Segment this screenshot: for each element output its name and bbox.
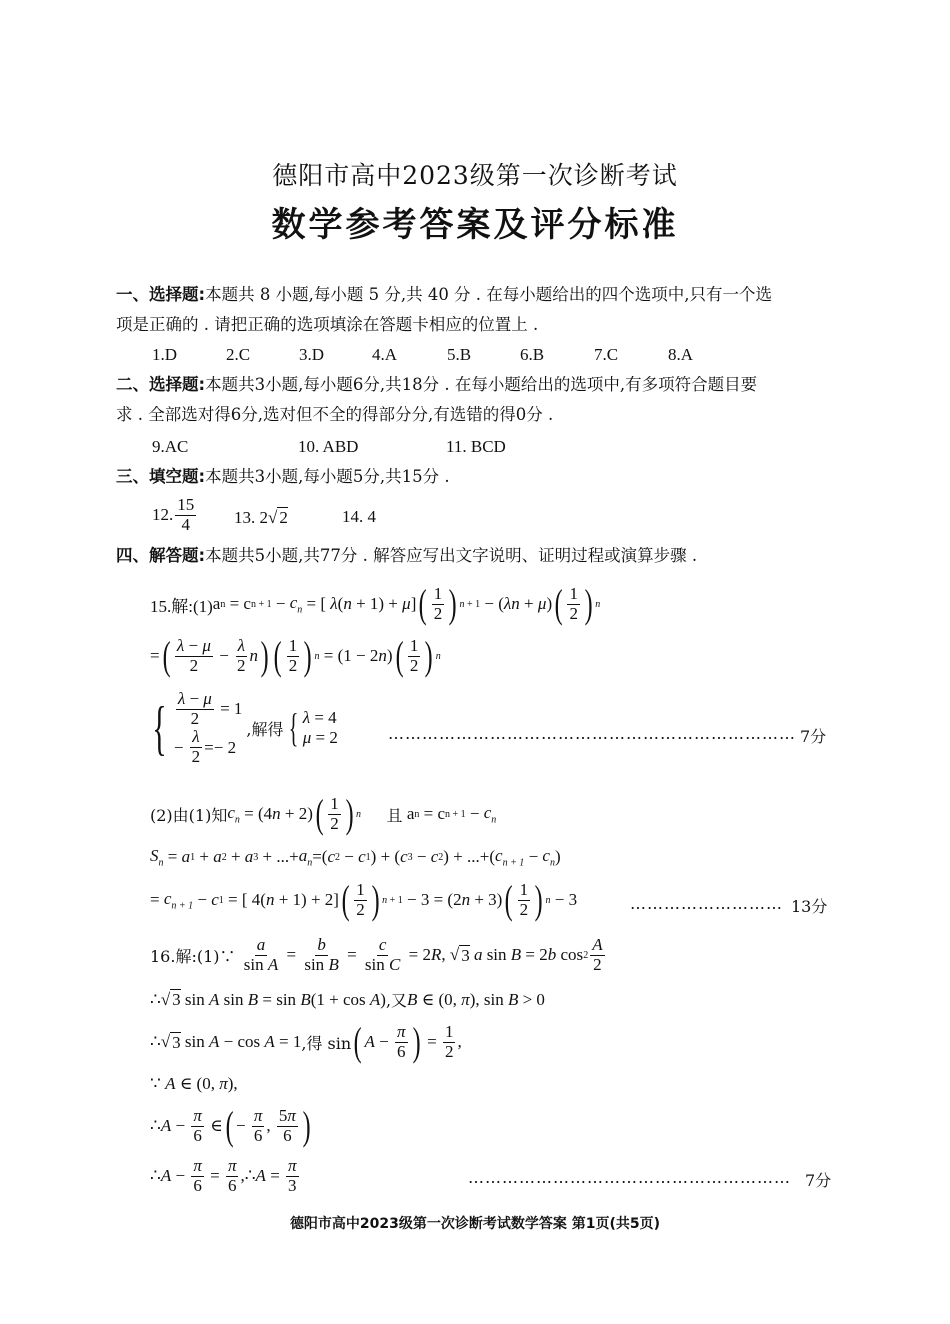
answer-12-denominator: 4: [181, 514, 190, 534]
q16-line5: ∴ A − $\frac{\pi}{6}$ ∈ ( − $\frac{\pi}{6}$ , $\frac{5\pi}{6}$ ): [150, 1103, 311, 1148]
q15-score1: 7分: [800, 727, 827, 746]
q15-solve-word: ,解得: [246, 719, 284, 739]
section1-text: 本题共 8 小题,每小题 5 分,共 40 分 . 在每小题给出的四个选项中,只有一个选: [205, 285, 773, 304]
answer-key-title: 数学参考答案及评分标准: [271, 205, 679, 245]
section3-heading: 三、填空题:: [116, 467, 206, 486]
answer-14: 14. 4: [342, 507, 376, 526]
q16-line1: 16.解:(1)∵ $\frac{a}{\text{sin A}}$ = $\frac{b}{\text{sin B}}$ = $\frac{c}{\text{sin C}}$ = 2 R , √ 3 a sin B = 2 b cos 2 $\frac{A}{2}$: [150, 935, 603, 974]
q15-part2-prefix: (2)由(1)知: [150, 805, 228, 825]
q15-dots1: ………………………………………………………………: [388, 724, 796, 743]
q15-part2-line3: = $c_{n + 1}$ − c 1 = [ 4( n + 1) + 2] ( $\frac{1}{2}$ ) n + 1 − 3 = (2 n + 3) ( $\frac{1}{2}$ ) n − 3: [150, 877, 578, 922]
answer-11: 11. BCD: [446, 437, 506, 456]
q16-score1: 7分: [805, 1171, 832, 1190]
q16-line6: ∴ A − $\frac{\pi}{6}$ = $\frac{\pi}{6}$ ,∴ A = $\frac{\pi}{3}$: [150, 1156, 297, 1195]
q16-line4: ∵ A ∈ (0, π ),: [150, 1074, 238, 1093]
answer-13-label: 13. 2: [234, 507, 268, 527]
section1-line1: [116, 287, 772, 304]
answer-2: 2.C: [226, 345, 251, 364]
section1-line2: 项是正确的 . 请把正确的选项填涂在答题卡相应的位置上 .: [116, 315, 539, 334]
answer-9: 9.AC: [152, 437, 189, 456]
q16-and-word: ,又: [385, 991, 408, 1010]
q15-and-word: 且: [386, 805, 403, 825]
q16-get-word: ,得 sin: [301, 1033, 352, 1053]
section2-line2: 求 . 全部选对得6分,选对但不全的得部分分,有选错的得0分 .: [116, 405, 554, 424]
answer-12-label: 12.: [152, 505, 174, 525]
q15-score2: 13分: [791, 897, 828, 916]
answer-4: 4.A: [372, 345, 398, 364]
q15-system: { $\frac{\lambda - \mu}{2}$ = 1 − $\frac{\lambda}{2}$ =− 2 ,解得 { λ = 4 μ = 2: [152, 689, 338, 767]
section2-line1: [116, 377, 757, 394]
section2-heading: 二、选择题:: [116, 375, 206, 394]
q15-part2-line2: $S_n$ = a 1 + a 2 + a 3 + ...+ $a_n$ =( c 2 − c 1 ) + ( c 3 − c 2 ) + ...+( $c_{n + 1}$ − $c_n$ ): [150, 846, 561, 869]
section4-line1: [116, 548, 697, 565]
answer-12-numerator: 15: [177, 495, 195, 514]
q15-label: 15.解:(1): [150, 596, 213, 616]
answer-5: 5.B: [447, 345, 472, 364]
section4-heading: 四、解答题:: [116, 546, 206, 565]
exam-title: 德阳市高中2023级第一次诊断考试: [272, 161, 678, 190]
answer-8: 8.A: [668, 345, 694, 364]
q15-dots2: ………………………: [630, 894, 783, 913]
section3-line1: [116, 469, 450, 486]
answer-7: 7.C: [594, 345, 619, 364]
page-footer: 德阳市高中2023级第一次诊断考试数学答案 第1页(共5页): [289, 1216, 661, 1232]
q16-dots1: …………………………………………………: [468, 1168, 791, 1187]
section2-text: 本题共3小题,每小题6分,共18分 . 在每小题给出的选项中,有多项符合题目要: [205, 375, 758, 394]
q16-line2: ∴√ 3 sin A sin B = sin B (1 + cos A ) ,又 B ∈ (0, π ), sin B > 0: [150, 989, 545, 1010]
answer-10: 10. ABD: [298, 437, 359, 456]
q16-label: 16.解:(1)∵: [150, 946, 236, 966]
q15-line2: = ( $\frac{\lambda - \mu}{2}$ − $\frac{\lambda}{2}$ n ) ( $\frac{1}{2}$ ) n = (1 − 2 n ) ( $\frac{1}{2}$ ) n: [150, 633, 441, 678]
answer-1: 1.D: [152, 345, 178, 364]
answer-3: 3.D: [299, 345, 325, 364]
q16-line3: ∴√ 3 sin A − cos A = 1 ,得 sin ( A − $\frac{\pi}{6}$ ) = $\frac{1}{2}$ ,: [150, 1019, 462, 1064]
answer-13: 13. 2 √ 2: [234, 507, 288, 527]
answer-6: 6.B: [520, 345, 545, 364]
answer-13-radicand: 2: [279, 508, 288, 527]
q15-part2-line1: (2)由(1)知 $c_n$ = (4 n + 2) ( $\frac{1}{2}$ ) n 且 a n = c n + 1 − $c_n$: [150, 791, 497, 836]
answer-12: [152, 496, 198, 534]
q15-line1: 15.解:(1) a n = c n + 1 − $c_n$ = [ λ ( n + 1) + μ ] ( $\frac{1}{2}$ ) n + 1 − ( λn + μ ) ( $\frac{1}{2}$ ) n: [150, 581, 601, 626]
answer-12-fraction: [175, 496, 196, 534]
section1-heading: 一、选择题:: [116, 285, 206, 304]
section3-text: 本题共3小题,每小题5分,共15分 .: [205, 467, 450, 486]
section4-text: 本题共5小题,共77分 . 解答应写出文字说明、证明过程或演算步骤 .: [205, 546, 698, 565]
